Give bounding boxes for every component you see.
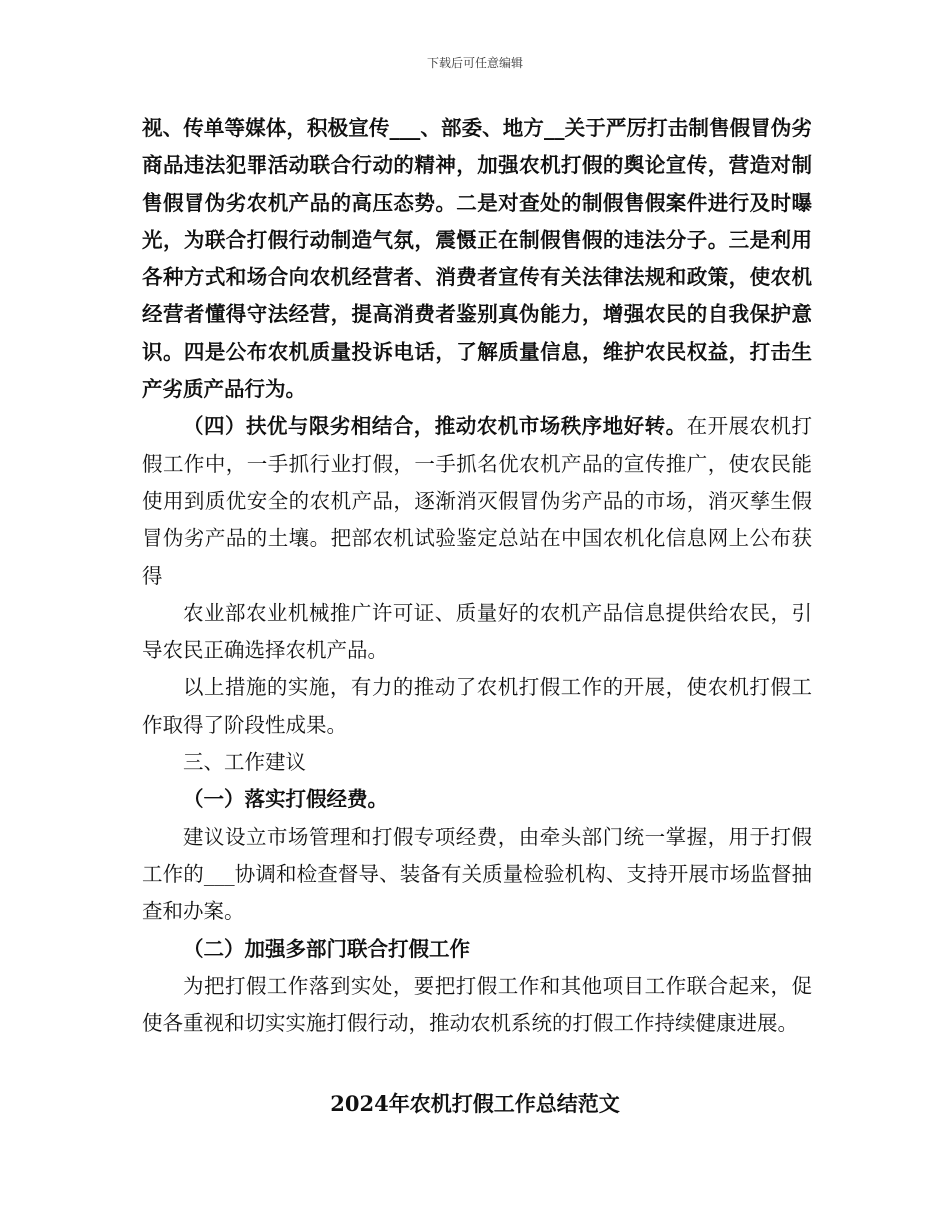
next-document-title: 2024年农机打假工作总结范文	[330, 1091, 620, 1116]
paragraph-publicity: 视、传单等媒体，积极宣传___、部委、地方__关于严厉打击制售假冒伪劣商品违法犯罪活动联合行动的精神，加强农机打假的舆论宣传，营造对制售假冒伪劣农机产品的高压态势。二是对查处的制假售假案件进行及时曝光，为联合打假行动制造气氛，震慑正在制假售假的违法分子。三是利用各种方式和场合向农机经营者、消费者宣传有关法律法规和政策，使农机经营者懂得守法经营，提高消费者鉴别真伪能力，增强农民的自我保护意识。四是公布农机质量投诉电话，了解质量信息，维护农民权益，打击生产劣质产品行为。	[142, 116, 812, 402]
paragraph-joint-action: 为把打假工作落到实处，要把打假工作和其他项目工作联合起来，促使各重视和切实实施打假行动，推动农机系统的打假工作持续健康进展。	[142, 973, 812, 1036]
paragraph-funding: 建议设立市场管理和打假专项经费，由牵头部门统一掌握，用于打假工作的___协调和检查督导、装备有关质量检验机构、支持开展市场监督抽查和办案。	[142, 824, 812, 924]
paragraph-support-and-restrict	[142, 408, 812, 594]
page-header: 下载后可任意编辑	[426, 56, 523, 70]
document-body	[142, 110, 812, 1042]
paragraph-support-body: 在开展农机打假工作中，一手抓行业打假，一手抓名优农机产品的宣传推广，使农民能使用到质优安全的农机产品，逐渐消灭假冒伪劣产品的市场，消灭孳生假冒伪劣产品的土壤。把部农机试验鉴定总站在中国农机化信息网上公布获得	[142, 414, 813, 588]
section-heading-suggestions: 三、工作建议	[183, 750, 306, 775]
paragraph-results: 以上措施的实施，有力的推动了农机打假工作的开展，使农机打假工作取得了阶段性成果。	[142, 675, 812, 737]
subheading-four: （四）扶优与限劣相结合，推动农机市场秩序地好转。	[183, 414, 687, 439]
subheading-joint-action: （二）加强多部门联合打假工作	[183, 936, 470, 961]
subheading-funding: （一）落实打假经费。	[183, 787, 388, 812]
paragraph-license-info: 农业部农业机械推广许可证、质量好的农机产品信息提供给农民，引导农民正确选择农机产品。	[142, 600, 812, 663]
